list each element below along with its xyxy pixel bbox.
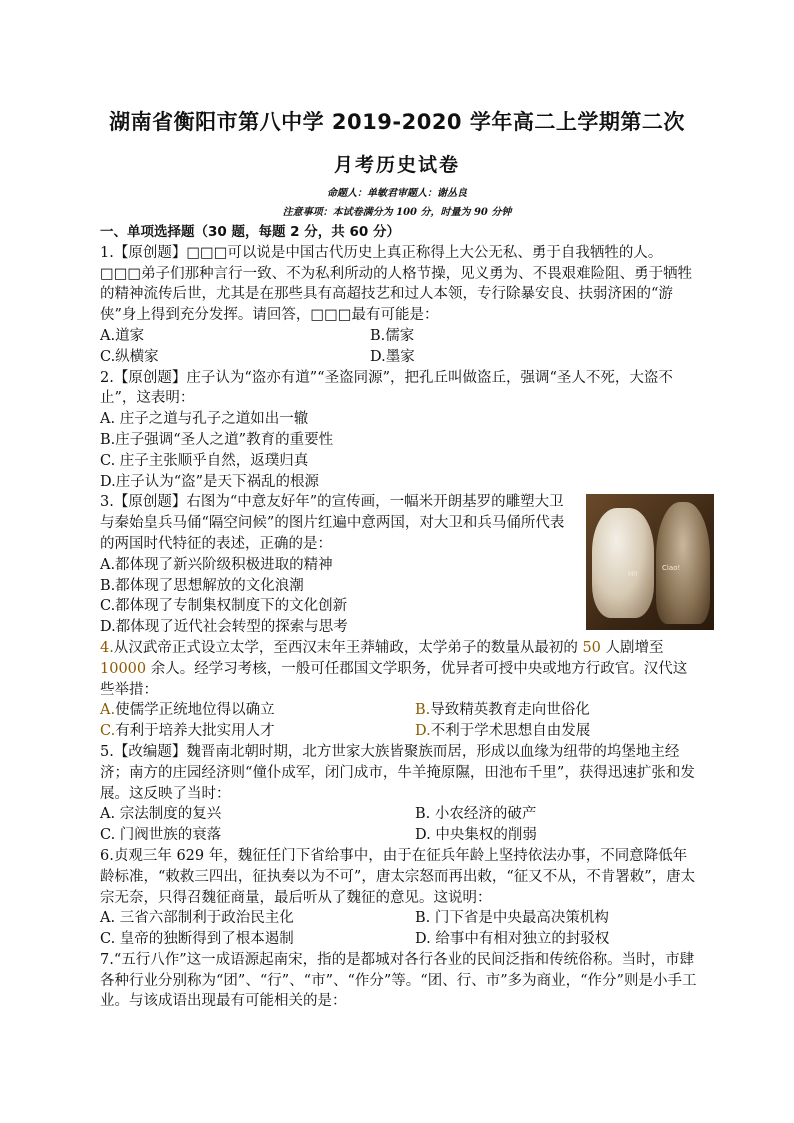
question-4-option-d: [415, 721, 590, 742]
question-1-option-d: D.墨家: [370, 348, 415, 365]
question-5-option-c: C. 门阀世族的衰落: [100, 827, 222, 844]
question-6-option-b: B. 门下省是中央最高决策机构: [415, 910, 609, 927]
question-4-stem-part1: 从汉武帝正式设立太学，至西汉末年王莽辅政，太学弟子的数量从最初的: [113, 639, 583, 656]
question-4-option-d-text: 不利于学术思想自由发展: [430, 723, 591, 740]
question-6-option-c: C. 皇帝的独断得到了根本遏制: [100, 931, 294, 948]
question-1-options-row2: [100, 347, 700, 368]
question-5-option-a: A. 宗法制度的复兴: [100, 806, 222, 823]
question-3: [100, 492, 700, 638]
question-1-stem: 1.【原创题】□□□可以说是中国古代历史上真正称得上大公无私、勇于自我牺牲的人。□□□弟子们那种言行一致、不为私利所动的人格节操，见义勇为、不畏艰难险阻、勇于牺牲的精神流传后世，尤其是在那些具有高超技艺和过人本领，专行除暴安良、扶弱济困的“游侠”身上得到充分发挥。请回答，□□□最有可能是：: [100, 244, 693, 324]
question-5-option-d: D. 中央集权的削弱: [415, 827, 537, 844]
question-1-option-b: B.儒家: [370, 327, 415, 344]
question-1-options-row1: [100, 326, 700, 347]
question-4-stem: [100, 638, 700, 700]
question-4-value-10000: 10000: [100, 660, 147, 677]
question-3-stem: 3.【原创题】右图为“中意友好年”的宣传画，一幅米开朗基罗的雕塑大卫与秦始皇兵马俑“隔空问候”的图片红遍中意两国，对大卫和兵马俑所代表的两国时代特征的表述，正确的是：: [100, 494, 565, 552]
question-4-option-b-letter: B.: [415, 702, 431, 719]
question-3-text: [100, 492, 578, 638]
question-2-stem: 2.【原创题】庄子认为“盗亦有道”“圣盗同源”，把孔丘叫做盗丘，强调“圣人不死，大盗不止”，这表明：: [100, 369, 673, 407]
question-2-option-a: A. 庄子之道与孔子之道如出一辙: [100, 411, 309, 428]
poster-text-hi: Hi!: [628, 570, 639, 579]
question-4-stem-part3: 余人。经学习考核，一般可任郡国文学职务，优异者可授中央或地方行政官。汉代这些举措：: [100, 660, 688, 698]
exam-notice: 注意事项：本试卷满分为 100 分，时量为 90 分钟: [282, 207, 512, 218]
question-4-option-d-letter: D.: [415, 723, 431, 740]
david-terracotta-poster-image: [586, 494, 714, 630]
question-4-stem-part2: 人剧增至: [600, 639, 664, 656]
question-4-value-50: 50: [582, 639, 601, 656]
question-2-option-d: D.庄子认为“盗”是天下祸乱的根源: [100, 473, 320, 490]
question-4-option-a-letter: A.: [100, 702, 116, 719]
question-4-option-a: [100, 700, 415, 721]
question-4-option-b: [415, 700, 590, 721]
question-5-options-row1: [100, 804, 700, 825]
question-1-option-c: C.纵横家: [100, 348, 159, 365]
exam-title-line1: 湖南省衡阳市第八中学 2019-2020 学年高二上学期第二次: [109, 110, 685, 134]
exam-title-line2: 月考历史试卷: [333, 154, 460, 176]
question-4-option-a-text: 使儒学正统地位得以确立: [115, 702, 275, 719]
question-5-stem: 5.【改编题】魏晋南北朝时期，北方世家大族皆聚族而居，形成以血缘为纽带的坞堡地主经济；南方的庄园经济则“僮仆成军，闭门成市，牛羊掩原隰，田池布千里”，获得迅速扩张和发展。这反映了当时：: [100, 743, 695, 802]
question-6-options-row2: [100, 929, 700, 950]
question-4-number: 4.: [100, 639, 114, 656]
question-2-option-c: C. 庄子主张顺乎自然，返璞归真: [100, 452, 309, 469]
question-6-stem: 6.贞观三年 629 年，魏征任门下省给事中，由于在征兵年龄上坚持依法办事，不同意降低年龄标准，“敕救三四出，征执奏以为不可”，唐太宗怒而再出敕，“征又不从，不肯署敕”，唐太宗无奈，只得召魏征商量，最后听从了魏征的意见。这说明：: [100, 847, 696, 906]
question-4-options-row1: [100, 700, 700, 721]
section-heading: 一、单项选择题（30 题，每题 2 分，共 60 分）: [100, 224, 400, 240]
exam-authors: 命题人：单敏君审题人：谢丛良: [327, 188, 467, 199]
question-6-options-row1: [100, 908, 700, 929]
question-4-option-c: [100, 721, 415, 742]
question-3-option-b: B.都体现了思想解放的文化浪潮: [100, 577, 304, 594]
question-3-option-a: A.都体现了新兴阶级积极进取的精神: [100, 556, 333, 573]
question-4-options-row2: [100, 721, 700, 742]
exam-content: [100, 222, 700, 1012]
david-statue-figure: [592, 508, 654, 618]
question-2-option-b: B.庄子强调“圣人之道”教育的重要性: [100, 431, 334, 448]
question-4-option-b-text: 导致精英教育走向世俗化: [430, 702, 590, 719]
question-3-option-c: C.都体现了专制集权制度下的文化创新: [100, 598, 348, 615]
question-5-options-row2: [100, 825, 700, 846]
question-6-option-a: A. 三省六部制利于政治民主化: [100, 910, 294, 927]
question-3-option-d: D.都体现了近代社会转型的探索与思考: [100, 619, 348, 636]
question-5-option-b: B. 小农经济的破产: [415, 806, 537, 823]
question-1-option-a: A.道家: [100, 327, 145, 344]
question-4-option-c-letter: C.: [100, 723, 116, 740]
question-7-stem: 7.“五行八作”这一成语源起南宋，指的是都城对各行各业的民间泛指和传统俗称。当时，市肆各种行业分别称为“团”、“行”、“市”、“作分”等。“团、行、市”多为商业，“作分”则是小手工业。与该成语出现最有可能相关的是：: [100, 951, 697, 1010]
question-4-option-c-text: 有利于培养大批实用人才: [115, 723, 275, 740]
question-6-option-d: D. 给事中有相对独立的封驳权: [415, 931, 610, 948]
poster-text-ciao: Ciao!: [662, 564, 681, 573]
